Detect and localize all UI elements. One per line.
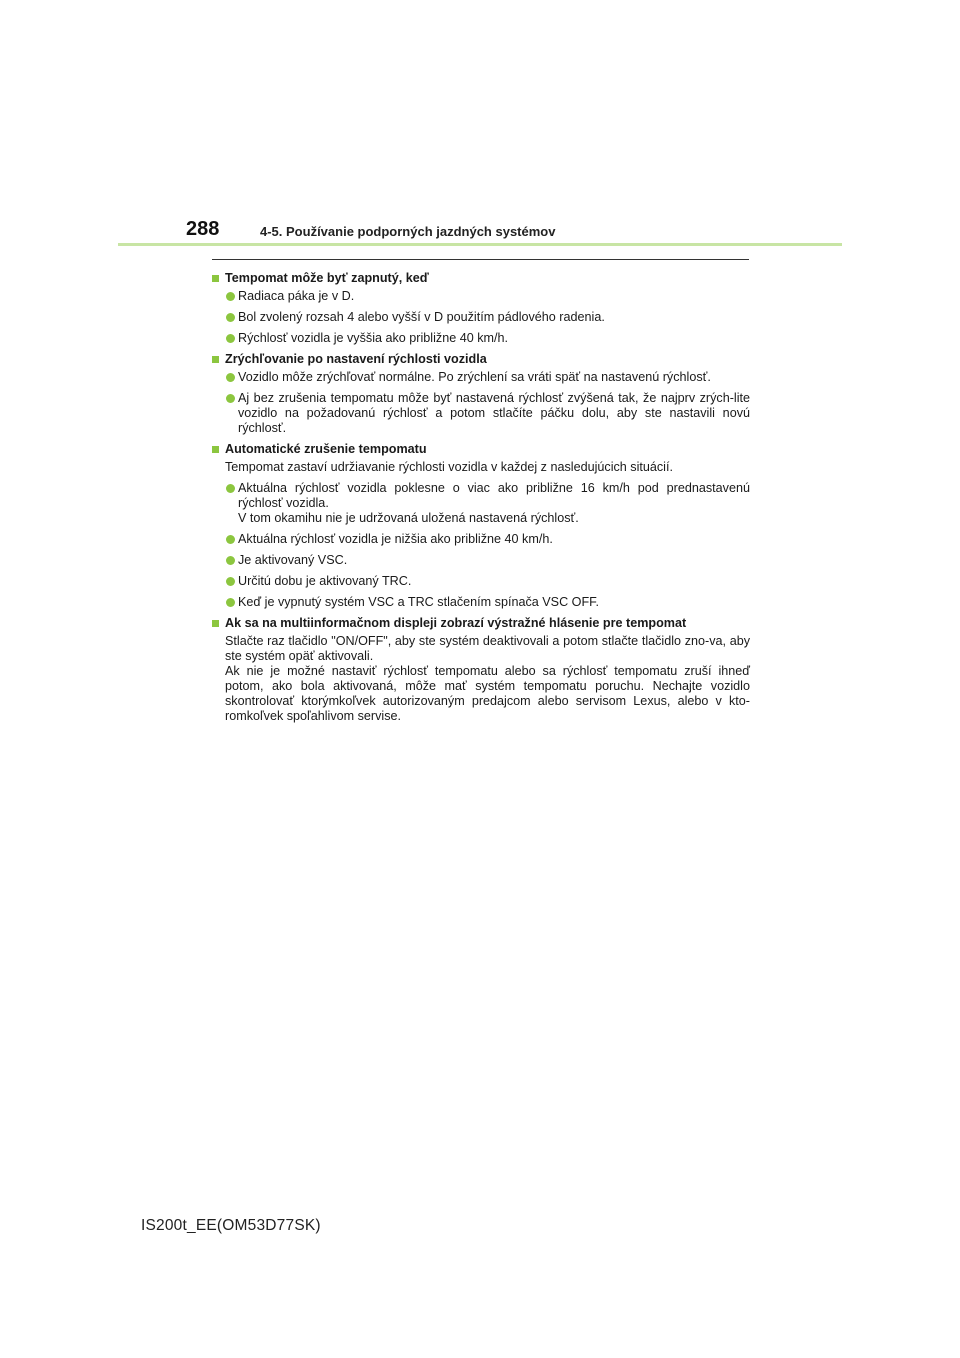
section-heading-text: Zrýchľovanie po nastavení rýchlosti vozidla [225,352,487,366]
list-item [210,310,750,325]
list-item-text: Radiaca páka je v D. [238,289,355,303]
section-heading [210,616,750,631]
list-item [210,370,750,385]
page-number: 288 [186,218,220,240]
dot-bullet-icon [226,535,235,544]
section-cruise-enable [210,271,750,346]
dot-bullet-icon [226,394,235,403]
section-title: 4-5. Používanie podporných jazdných systémov [260,224,556,239]
section-intro-text: Tempomat zastaví udržiavanie rýchlosti vozidla v každej z nasledujúcich situácií. [225,460,673,474]
section-paragraph [210,634,750,724]
section-heading [210,352,750,367]
list-item-text: Aktuálna rýchlosť vozidla poklesne o viac ako približne 16 km/h pod prednastavenú rýchlosť vozidla. [238,481,750,510]
paragraph-text: Stlačte raz tlačidlo "ON/OFF", aby ste systém deaktivovali a potom stlačte tlačidlo zno-va, aby ste systém opäť aktivovali. [225,634,750,663]
list-item-text: Rýchlosť vozidla je vyššia ako približne 40 km/h. [238,331,509,345]
list-item [210,331,750,346]
list-item [210,481,750,526]
header-rule [118,243,842,246]
content [210,266,750,730]
section-acceleration [210,352,750,436]
section-heading-text: Ak sa na multiinformačnom displeji zobrazí výstražné hlásenie pre tempomat [225,616,687,630]
dot-bullet-icon [226,313,235,322]
list-item-text: Určitú dobu je aktivovaný TRC. [238,574,412,588]
dot-bullet-icon [226,484,235,493]
section-heading [210,442,750,457]
document-code: IS200t_EE(OM53D77SK) [141,1217,321,1234]
square-bullet-icon [212,356,219,363]
list-item-extra-text: V tom okamihu nie je udržovaná uložená nastavená rýchlosť. [238,511,579,525]
list-item [210,289,750,304]
dot-bullet-icon [226,334,235,343]
list-item [210,391,750,436]
section-heading [210,271,750,286]
section-auto-cancel [210,442,750,610]
section-intro [210,460,750,475]
content-rule [212,259,749,260]
square-bullet-icon [212,620,219,627]
dot-bullet-icon [226,292,235,301]
list-item [210,532,750,547]
square-bullet-icon [212,446,219,453]
dot-bullet-icon [226,598,235,607]
dot-bullet-icon [226,577,235,586]
list-item [210,553,750,568]
list-item-text: Je aktivovaný VSC. [238,553,348,567]
section-heading-text: Tempomat môže byť zapnutý, keď [225,271,429,285]
list-item-text: Vozidlo môže zrýchľovať normálne. Po zrýchlení sa vráti späť na nastavenú rýchlosť. [238,370,711,384]
dot-bullet-icon [226,556,235,565]
list-item [210,595,750,610]
section-warning-message [210,616,750,724]
square-bullet-icon [212,275,219,282]
list-item-text: Aktuálna rýchlosť vozidla je nižšia ako približne 40 km/h. [238,532,553,546]
section-heading-text: Automatické zrušenie tempomatu [225,442,427,456]
list-item [210,574,750,589]
list-item-text: Bol zvolený rozsah 4 alebo vyšší v D použitím pádlového radenia. [238,310,605,324]
list-item-text: Keď je vypnutý systém VSC a TRC stlačením spínača VSC OFF. [238,595,599,609]
dot-bullet-icon [226,373,235,382]
list-item-text: Aj bez zrušenia tempomatu môže byť nastavená rýchlosť zvýšená tak, že najprv zrých-lite vozidlo na požadovanú rýchlosť a potom stlačíte páčku dolu, aby ste nastavili novú rýchlosť. [238,391,750,435]
paragraph-text: Ak nie je možné nastaviť rýchlosť tempomatu alebo sa rýchlosť tempomatu zruší ihneď potom, ako bola aktivovaná, môže mať systém tempomatu poruchu. Nechajte vozidlo skontrolovať ktorýmkoľvek autorizovaným predajcom alebo servisom Lexus, alebo v kto-romkoľvek spoľahlivom servise. [225,664,750,723]
